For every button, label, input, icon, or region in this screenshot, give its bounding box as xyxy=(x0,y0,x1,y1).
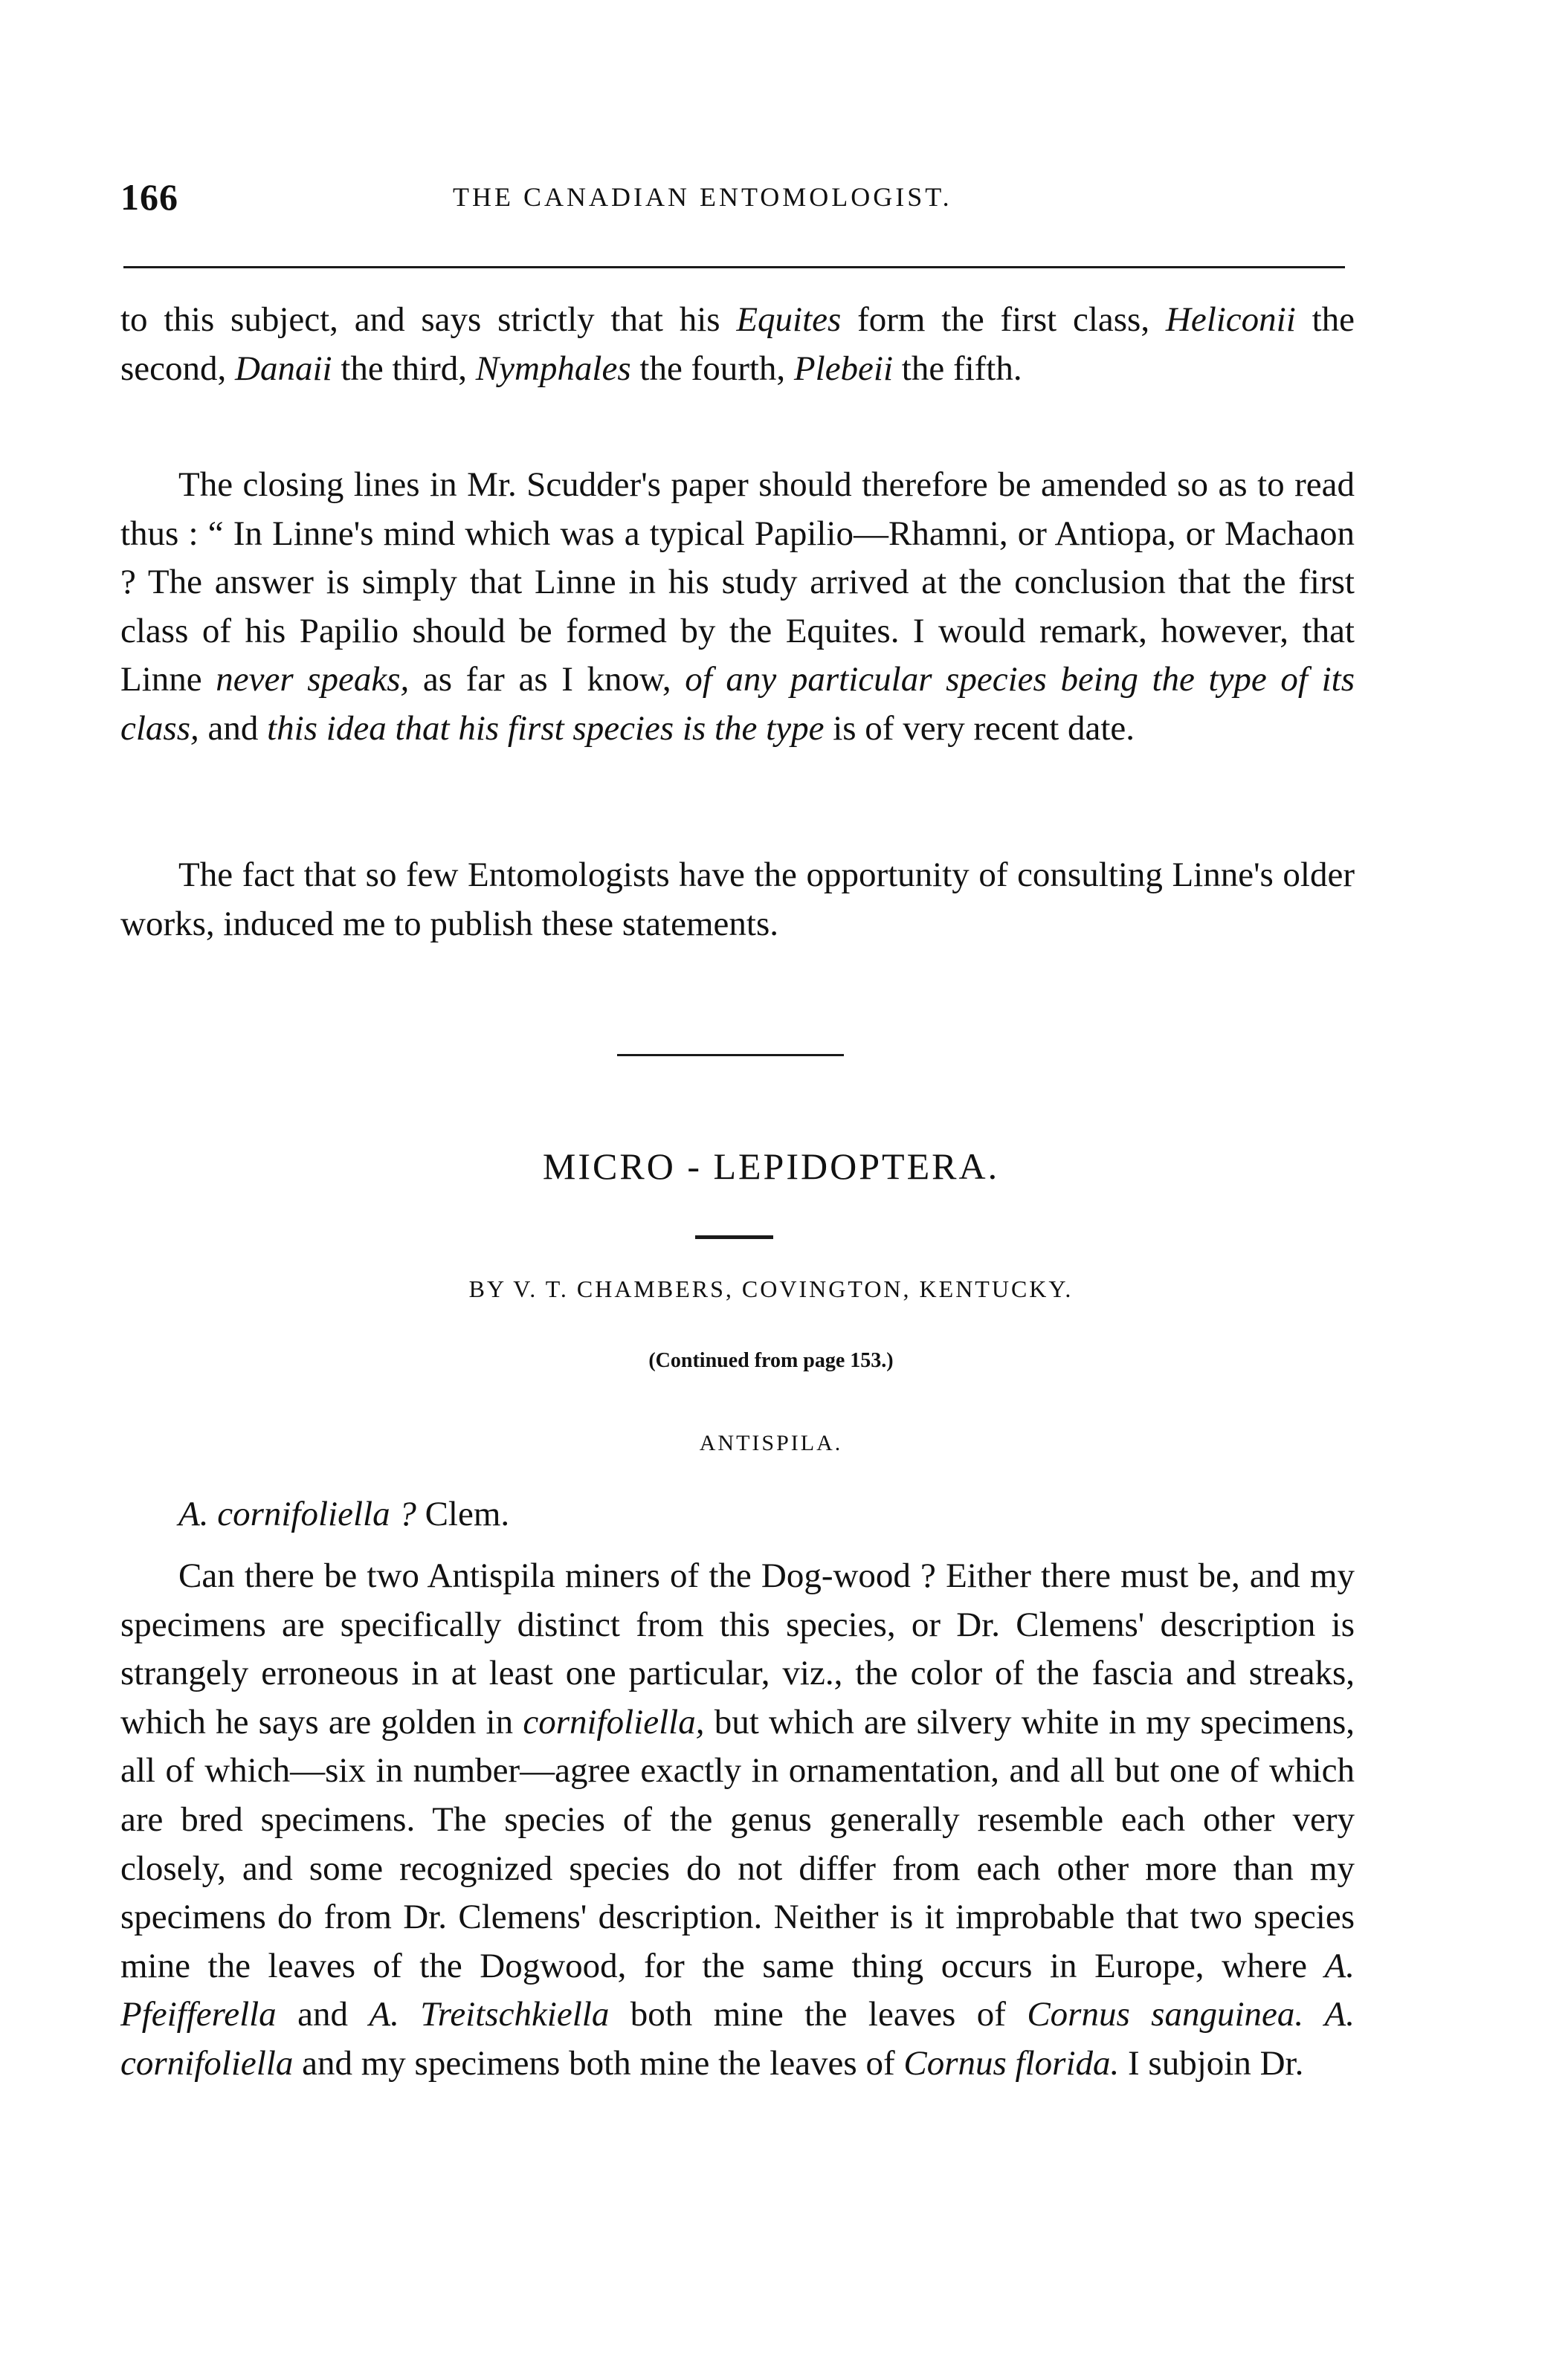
italic-run: of any particular species being the type of its class, xyxy=(120,660,1355,748)
italic-run: never speaks, xyxy=(216,660,410,699)
article-title: MICRO - LEPIDOPTERA. xyxy=(542,1145,1000,1187)
italic-run: A. cornifoliella xyxy=(120,1995,1355,2083)
italic-run: A. Pfeifferella xyxy=(120,1946,1355,2034)
running-head xyxy=(120,175,1347,227)
text-run: the second, xyxy=(120,300,1355,388)
italic-run: Cornus florida. xyxy=(903,2043,1120,2083)
section-heading: ANTISPILA. xyxy=(699,1431,843,1455)
paragraph-block-4 xyxy=(120,1552,1355,2089)
page-number: 166 xyxy=(120,176,178,218)
text-run: to this subject, and says strictly that his xyxy=(120,300,737,339)
text-run: both mine the leaves of xyxy=(609,1995,1028,2034)
species-author: Clem. xyxy=(416,1495,510,1533)
header-rule xyxy=(123,266,1345,268)
text-run: The closing lines in Mr. Scudder's paper should therefore be amended so as to read thus : “ In Linne's mind which was a typical Papilio—Rhamni, or Antiopa, or Machaon ? The answer is simply that Linne in his study arrived at the conclusion that the first class of his Papilio should be formed by the Equites. I would remark, however, that Linne xyxy=(120,465,1355,699)
paragraph-4 xyxy=(120,1552,1355,2089)
text-run: the fourth, xyxy=(630,349,794,388)
text-run: and xyxy=(276,1995,370,2034)
byline: BY V. T. CHAMBERS, COVINGTON, KENTUCKY. xyxy=(468,1275,1074,1302)
title-rule xyxy=(695,1235,773,1239)
italic-run: cornifoliella, xyxy=(523,1702,705,1742)
text-run: and my specimens both mine the leaves of xyxy=(293,2043,904,2083)
italic-run: Cornus sanguinea. xyxy=(1027,1995,1304,2034)
continued-note: (Continued from page 153.) xyxy=(648,1349,894,1372)
text-run: the fifth. xyxy=(893,349,1022,388)
text-run: the third, xyxy=(332,349,476,388)
italic-run: A. Treitschkiella xyxy=(369,1995,610,2034)
italic-run: Nymphales xyxy=(475,349,631,388)
species-name: A. cornifoliella ? xyxy=(178,1495,416,1533)
text-run: as far as I know, xyxy=(409,660,685,699)
text-run: Can there be two Antispila miners of the Dog-wood ? Either there must be, and my specimens are specifically distinct from this species, or Dr. Clemens' description is strangely erroneous in at least one particular, viz., the color of the fascia and streaks, which he says are golden in xyxy=(120,1556,1355,1742)
paragraph-3: The fact that so few Entomologists have the opportunity of consulting Linne's older works, induced me to publish these statements. xyxy=(120,856,1355,943)
paragraph-1 xyxy=(120,296,1355,393)
text-run: is of very recent date. xyxy=(824,708,1135,748)
section-separator xyxy=(617,1054,844,1056)
paragraph-block-2 xyxy=(120,461,1355,754)
species-heading xyxy=(178,1494,509,1534)
italic-run: this idea that his first species is the type xyxy=(267,708,825,748)
paragraph-block-3 xyxy=(120,851,1355,948)
text-run: but which are silvery white in my specimens, all of which—six in number—agree exactly in ornamentation, and all but one of which are bred specimens. The species of the genus generally resemble each other very closely, and some recognized species do not differ from each other more than my specimens do from Dr. Clemens' description. Neither is it improbable that two species mine the leaves of the Dogwood, for the same thing occurs in Europe, where xyxy=(120,1702,1355,1985)
journal-title: THE CANADIAN ENTOMOLOGIST. xyxy=(453,182,952,212)
text-run xyxy=(1303,1995,1324,2034)
italic-run: Plebeii xyxy=(793,349,894,388)
text-run: I subjoin Dr. xyxy=(1119,2043,1304,2083)
paragraph-2 xyxy=(120,461,1355,754)
text-run: and xyxy=(199,708,268,748)
italic-run: Danaii xyxy=(235,349,332,388)
italic-run: Heliconii xyxy=(1165,300,1296,339)
text-run: form the first class, xyxy=(841,300,1166,339)
paragraph-continuation xyxy=(120,296,1355,393)
italic-run: Equites xyxy=(736,300,842,339)
